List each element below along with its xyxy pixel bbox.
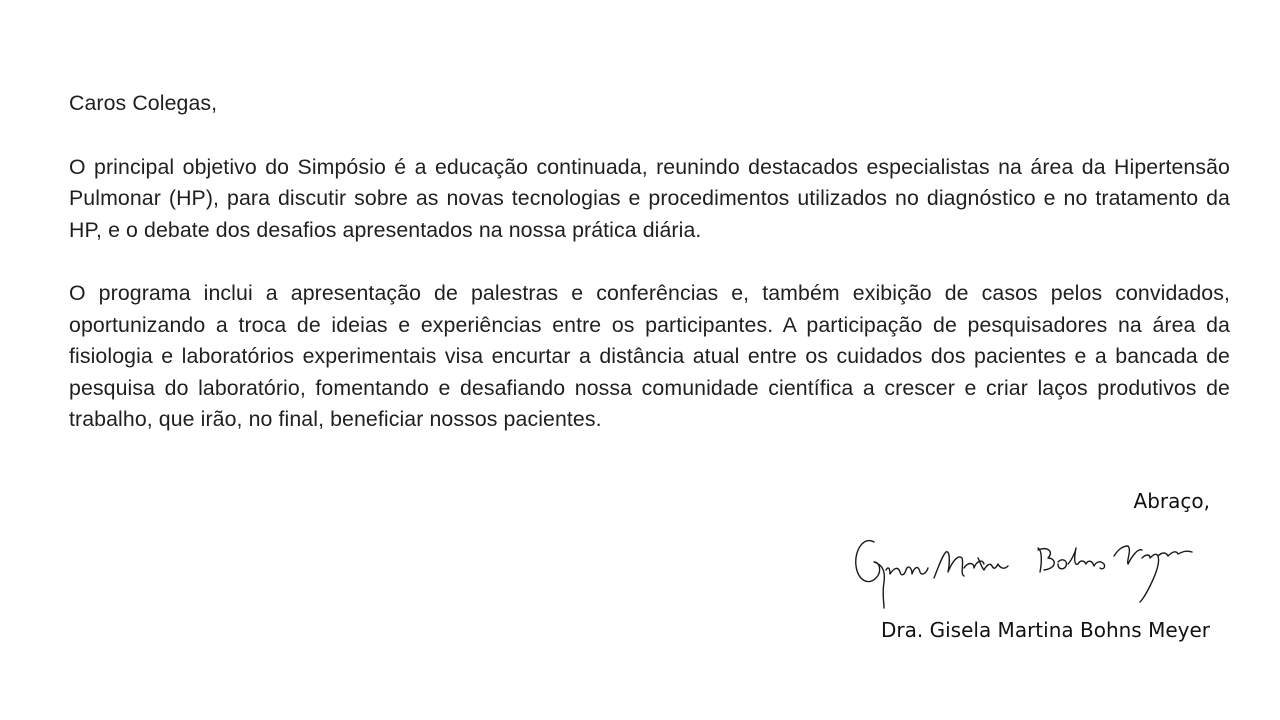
letter-closing: Abraço, xyxy=(1133,489,1210,513)
letter-greeting: Caros Colegas, xyxy=(69,91,218,115)
letter-body xyxy=(69,88,1230,436)
signature-image xyxy=(846,528,1206,614)
handwritten-signature xyxy=(846,528,1206,614)
signer-name: Dra. Gisela Martina Bohns Meyer xyxy=(881,618,1210,642)
letter-paragraph-program: O programa inclui a apresentação de palestras e conferências e, também exibição de casos pelos convidados, oportunizando a troca de ideias e experiências entre os participantes. A participação de pesquisadores na área da fisiologia e laboratórios experimentais visa encurtar a distância atual entre os cuidados dos pacientes e a bancada de pesquisa do laboratório, fomentando e desafiando nossa comunidade científica a crescer e criar laços produtivos de trabalho, que irão, no final, beneficiar nossos pacientes. xyxy=(69,281,1230,431)
letter-paragraph-objective: O principal objetivo do Simpósio é a educação continuada, reunindo destacados especialistas na área da Hipertensão Pulmonar (HP), para discutir sobre as novas tecnologias e procedimentos utilizados no diagnóstico e no tratamento da HP, e o debate dos desafios apresentados na nossa prática diária. xyxy=(69,154,1230,242)
